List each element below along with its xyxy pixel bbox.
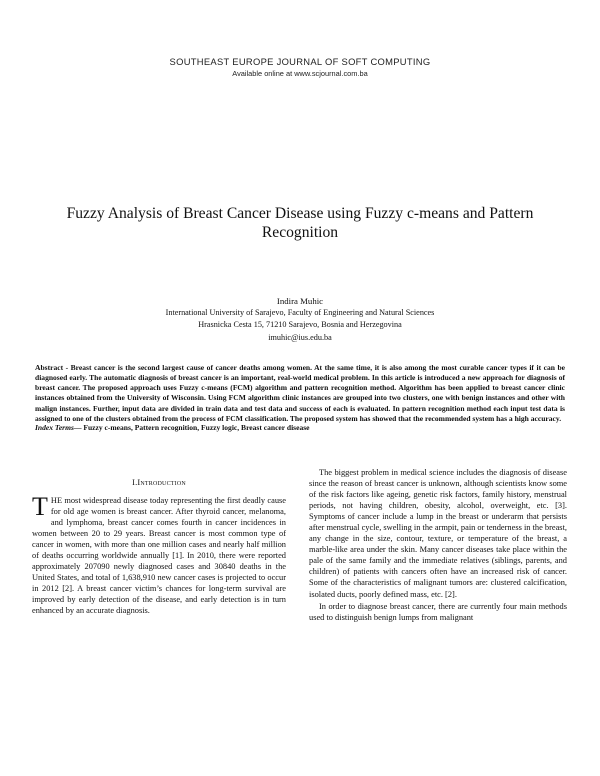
section-heading-introduction: I.Introduction (132, 478, 186, 487)
left-column-body: most widespread disease today representing the first deadly cause for old age women is breast cancer. After thyroid cancer, melanoma, and lymphoma, breast cancer comes fourth in cancer incidences in women between 20 to 29 years. Breast cancer is most common type of cancer in women, with more than one million cases and nearly half million of deaths occurring worldwide annually [1]. In 2010, there were reported approximately 207090 newly diagnosed cases and 30840 deaths in the United States, and total of 1,638,910 new cancer cases is projected to occur in 2012 [2]. A breast cancer victim’s chances for long-term survival are improved by early detection of the disease, and early detection is in turn enhanced by an accurate diagnosis. (32, 496, 286, 616)
index-terms-label: Index Terms (35, 423, 74, 432)
journal-name: SOUTHEAST EUROPE JOURNAL OF SOFT COMPUTING (169, 56, 431, 67)
left-column-text (32, 492, 286, 617)
drop-cap: T (32, 492, 48, 521)
right-paragraph-1: The biggest problem in medical science includes the diagnosis of disease since the reason of breast cancer is unknown, although scientists know some of the risk factors like ageing, genetic risk factors, family history, menstrual periods, not having children, obesity, alcohol, overweight, etc. [3]. Symptoms of cancer include a lump in the breast or underarm that persists after menstrual cycle, swelling in the armpit, pain or tenderness in the breast, any change in the size, contour, texture, or temperature of the breast, a marble-like area under the skin. Many cancer diseases take place within the pale of the same family and the immediate relatives (siblings, parents, and children) of patients with cancers often have an increased risk of cancer. Some of the characteristics of malignant tumors are: clustered calcification, isolated ducts, poorly defined mass, etc. [2]. (309, 468, 567, 599)
author-name: Indira Muhic (276, 296, 324, 306)
author-address: Hrasnicka Cesta 15, 71210 Sarajevo, Bosnia and Herzegovina (198, 320, 402, 329)
right-paragraph-2: In order to diagnose breast cancer, there are currently four main methods used to distinguish benign lumps from malignant (309, 601, 567, 622)
author-email: imuhic@ius.edu.ba (268, 333, 332, 342)
index-terms-list: — Fuzzy c-means, Pattern recognition, Fuzzy logic, Breast cancer disease (73, 423, 310, 432)
author-affiliation: International University of Sarajevo, Faculty of Engineering and Natural Sciences (165, 308, 435, 317)
first-word-rest: HE (50, 496, 63, 505)
journal-availability: Available online at www.scjournal.com.ba (232, 69, 368, 78)
paper-title: Fuzzy Analysis of Breast Cancer Disease using Fuzzy c-means and Pattern Recognition (66, 205, 534, 241)
index-terms (35, 423, 565, 433)
right-column-text (309, 467, 567, 623)
abstract: Abstract - Breast cancer is the second largest cause of cancer deaths among women. At the same time, it is also among the most curable cancer types if it can be diagnosed early. The automatic diagnosis of breast cancer is an important, real-world medical problem. In this article is introduced a new approach for diagnosis of breast cancer. The proposed approach uses Fuzzy c-means (FCM) algorithm and pattern recognition method. Algorithm has been applied to breast cancer clinic instances obtained from the University of Wisconsin. Using FCM algorithm clinic instances are grouped into two clusters, one with benign instances and other with malign instances. Further, input data are divided in train data and test data and success of each is evaluated. In pattern recognition method each input test data is assigned to one of the clusters obtained from the process of FCM classification. The proposed system has showed that the recommended system has a high accuracy. (35, 363, 565, 423)
